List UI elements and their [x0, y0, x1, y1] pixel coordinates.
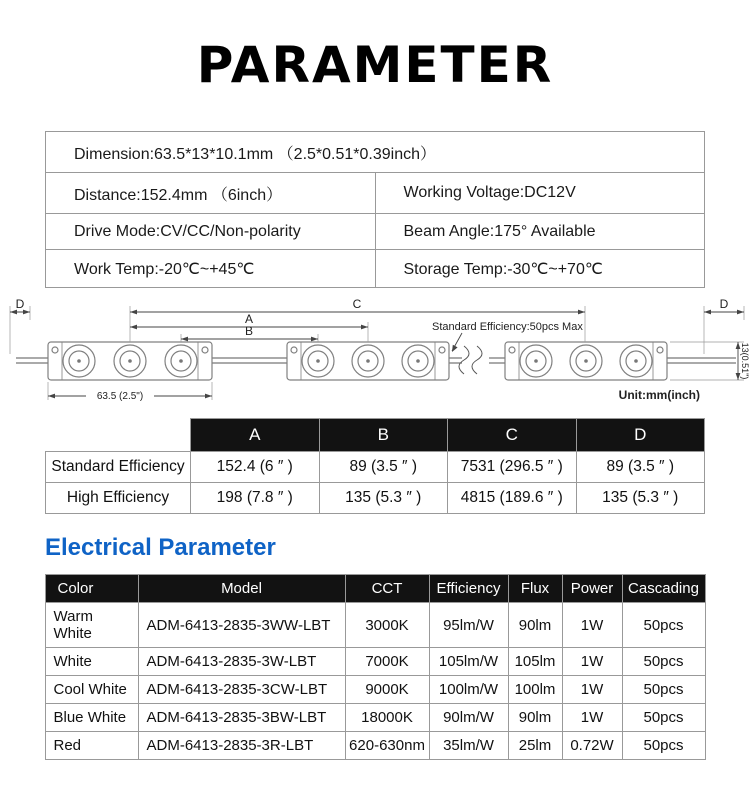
table-row	[46, 483, 705, 514]
spec-work-temp: Work Temp:-20℃~+45℃	[46, 250, 376, 288]
elec-power: 0.72W	[562, 732, 622, 760]
module-height-label: 13(0.51")	[740, 342, 750, 380]
dim-row-label: Standard Efficiency	[46, 452, 191, 483]
elec-header-flux: Flux	[508, 575, 562, 603]
electrical-table-header-row	[45, 575, 705, 603]
dim-label-d-right: D	[719, 297, 729, 311]
table-row	[45, 648, 705, 676]
elec-cct: 3000K	[345, 603, 429, 648]
spec-dimension: Dimension:63.5*13*10.1mm （2.5*0.51*0.39inch）	[46, 132, 705, 173]
spec-row	[46, 173, 705, 214]
table-row	[45, 676, 705, 704]
elec-header-power: Power	[562, 575, 622, 603]
spec-distance: Distance:152.4mm （6inch）	[46, 173, 376, 214]
elec-color: White	[45, 648, 138, 676]
spec-beam-angle: Beam Angle:175° Available	[375, 214, 705, 250]
page-title: PARAMETER	[196, 36, 554, 94]
general-spec-table	[45, 131, 705, 288]
dim-header-b: B	[319, 419, 448, 452]
elec-flux: 25lm	[508, 732, 562, 760]
elec-header-cct: CCT	[345, 575, 429, 603]
elec-header-color: Color	[45, 575, 138, 603]
elec-color: Cool White	[45, 676, 138, 704]
dim-value: 89 (3.5 ″ )	[319, 452, 448, 483]
led-modules	[48, 342, 667, 380]
electrical-parameter-heading: Electrical Parameter	[45, 534, 276, 561]
dim-label-b: B	[244, 324, 254, 338]
dim-header-blank	[46, 419, 191, 452]
dim-header-c: C	[448, 419, 577, 452]
elec-efficiency: 95lm/W	[429, 603, 508, 648]
elec-power: 1W	[562, 676, 622, 704]
unit-label: Unit:mm(inch)	[618, 388, 700, 402]
elec-efficiency: 105lm/W	[429, 648, 508, 676]
elec-power: 1W	[562, 648, 622, 676]
elec-cct: 7000K	[345, 648, 429, 676]
led-module-dimension-diagram	[0, 296, 750, 414]
dim-row-label: High Efficiency	[46, 483, 191, 514]
led-module-3	[505, 342, 667, 380]
table-row	[46, 452, 705, 483]
efficiency-note: Standard Efficiency:50pcs Max	[432, 321, 583, 333]
elec-cascading: 50pcs	[622, 704, 705, 732]
elec-power: 1W	[562, 603, 622, 648]
dim-value: 135 (5.3 ″ )	[576, 483, 705, 514]
elec-efficiency: 100lm/W	[429, 676, 508, 704]
elec-flux: 90lm	[508, 603, 562, 648]
elec-header-model: Model	[138, 575, 345, 603]
elec-model: ADM-6413-2835-3W-LBT	[138, 648, 345, 676]
spec-row	[46, 250, 705, 288]
elec-efficiency: 90lm/W	[429, 704, 508, 732]
dim-value: 7531 (296.5 ″ )	[448, 452, 577, 483]
elec-flux: 90lm	[508, 704, 562, 732]
elec-color: Red	[45, 732, 138, 760]
wire-break-icon	[459, 346, 469, 374]
elec-cct: 18000K	[345, 704, 429, 732]
elec-model: ADM-6413-2835-3BW-LBT	[138, 704, 345, 732]
led-module-2	[287, 342, 449, 380]
elec-model: ADM-6413-2835-3WW-LBT	[138, 603, 345, 648]
elec-header-cascading: Cascading	[622, 575, 705, 603]
dimension-table	[45, 418, 705, 514]
dimension-table-header-row	[46, 419, 705, 452]
spec-drive-mode: Drive Mode:CV/CC/Non-polarity	[46, 214, 376, 250]
table-row	[45, 603, 705, 648]
electrical-parameter-table	[45, 574, 706, 760]
dim-label-a: A	[244, 312, 254, 326]
elec-cct: 620-630nm	[345, 732, 429, 760]
table-row	[45, 704, 705, 732]
elec-model: ADM-6413-2835-3CW-LBT	[138, 676, 345, 704]
dim-value: 135 (5.3 ″ )	[319, 483, 448, 514]
dim-value: 198 (7.8 ″ )	[191, 483, 320, 514]
elec-model: ADM-6413-2835-3R-LBT	[138, 732, 345, 760]
dim-header-a: A	[191, 419, 320, 452]
elec-flux: 100lm	[508, 676, 562, 704]
elec-cascading: 50pcs	[622, 603, 705, 648]
dim-value: 89 (3.5 ″ )	[576, 452, 705, 483]
elec-cascading: 50pcs	[622, 732, 705, 760]
elec-cct: 9000K	[345, 676, 429, 704]
spec-row	[46, 132, 705, 173]
dim-label-d-left: D	[15, 297, 25, 311]
elec-header-efficiency: Efficiency	[429, 575, 508, 603]
module-length-label: 63.5 (2.5")	[96, 391, 144, 402]
spec-row	[46, 214, 705, 250]
dim-value: 4815 (189.6 ″ )	[448, 483, 577, 514]
elec-efficiency: 35lm/W	[429, 732, 508, 760]
spec-sheet-page	[0, 38, 750, 788]
elec-color: Blue White	[45, 704, 138, 732]
elec-flux: 105lm	[508, 648, 562, 676]
wire-break-icon	[472, 346, 482, 374]
dim-header-d: D	[576, 419, 705, 452]
spec-storage-temp: Storage Temp:-30℃~+70℃	[375, 250, 705, 288]
led-module-1	[48, 342, 212, 380]
dim-value: 152.4 (6 ″ )	[191, 452, 320, 483]
elec-cascading: 50pcs	[622, 648, 705, 676]
elec-color: Warm White	[45, 603, 138, 648]
dim-label-c: C	[352, 297, 362, 311]
elec-power: 1W	[562, 704, 622, 732]
elec-cascading: 50pcs	[622, 676, 705, 704]
table-row	[45, 732, 705, 760]
spec-working-voltage: Working Voltage:DC12V	[375, 173, 705, 214]
